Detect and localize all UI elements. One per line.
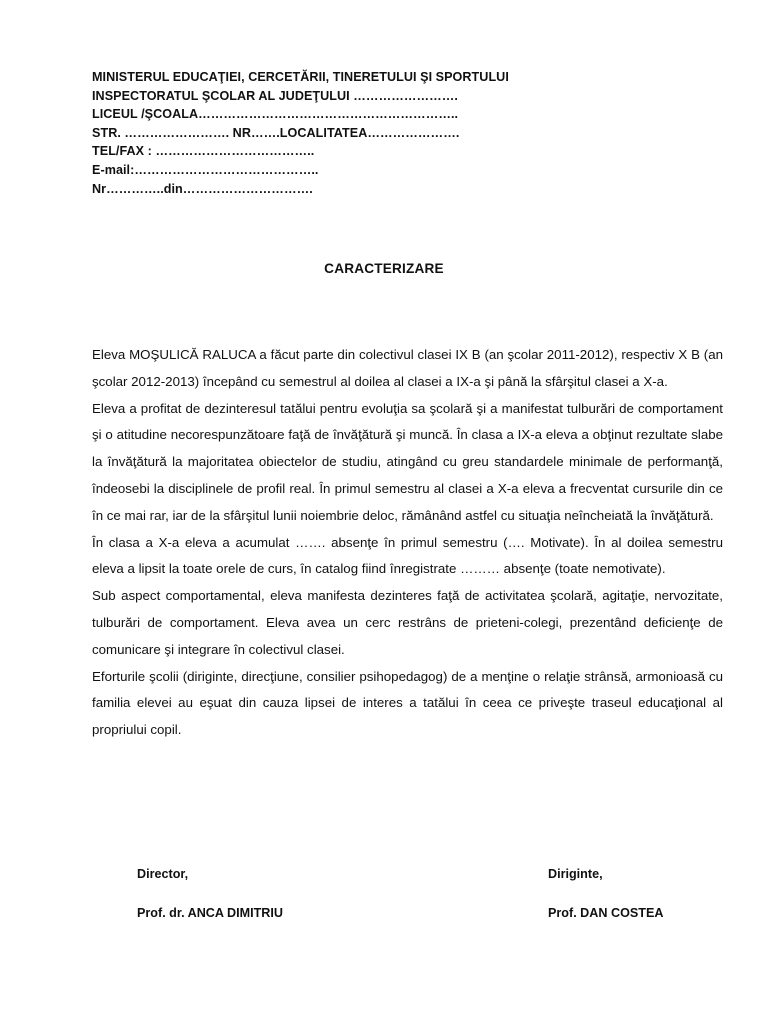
director-name: Prof. dr. ANCA DIMITRIU [137,906,283,920]
header-number-line: Nr…………..din…………………………. [92,181,313,196]
body-paragraph: În clasa a X-a eleva a acumulat ……. absenţe în primul semestru (…. Motivate). În al doilea semestru eleva a lipsit la toate orele de curs, în catalog fiind înregistrate ……… absenţe (toate nemotivate). [92,534,723,577]
header-ministry-line: MINISTERUL EDUCAŢIEI, CERCETĂRII, TINERETULUI ŞI SPORTULUI [92,70,509,84]
header-school-line: LICEUL /ŞCOALA…………………………………………………….. [92,107,459,122]
director-role-label: Director, [137,867,189,881]
header-inspectorate-line: INSPECTORATUL ŞCOLAR AL JUDEŢULUI ……………………. [92,88,458,103]
body-paragraph: Sub aspect comportamental, eleva manifesta dezinteres faţă de activitatea şcolară, agitaţie, nervozitate, tulburări de comportament. Eleva avea un cerc restrâns de prieteni-colegi, prezentând deficienţe de comunicare şi integrare în colectivul clasei. [92,588,723,657]
header-email-line: E-mail:…………………………………….. [92,162,319,177]
homeroom-teacher-name: Prof. DAN COSTEA [548,906,664,920]
header-phone-line: TEL/FAX : ……………………………….. [92,144,315,159]
body-paragraph: Eleva a profitat de dezinteresul tatălui pentru evoluţia sa şcolară şi a manifestat tulburări de comportament şi o atitudine necorespunzătoare faţă de învăţătură şi muncă. În clasa a IX-a eleva a obţinut rezultate slabe la învăţătură la majoritatea obiectelor de studiu, atingând cu greu standardele minimale de performanţă, îndeosebi la disciplinele de profil real. În primul semestru al clasei a X-a eleva a frecventat cursurile din ce în ce mai rar, iar de la sfârşitul lunii noiembrie deloc, rămânând astfel cu situaţia neîncheiată la învăţătură. [92,400,723,523]
institution-header [92,68,692,198]
document-body [92,342,723,744]
body-paragraph: Eforturile şcolii (diriginte, direcţiune, consilier psihopedagog) de a menţine o relaţie strânsă, armonioasă cu familia elevei au eşuat din cauza lipsei de interes a tatălui în ceea ce priveşte traseul educaţional al propriului copil. [92,668,723,738]
body-paragraph: Eleva MOŞULICĂ RALUCA a făcut parte din colectivul clasei IX B (an şcolar 2011-2012), respectiv X B (an şcolar 2012-2013) începând cu semestrul al doilea al clasei a IX-a şi până la sfârşitul clasei a X-a. [92,347,723,389]
document-title: CARACTERIZARE [324,261,444,276]
header-address-line: STR. ……………………. NR…….LOCALITATEA…………………. [92,125,460,140]
homeroom-teacher-role-label: Diriginte, [548,867,603,881]
